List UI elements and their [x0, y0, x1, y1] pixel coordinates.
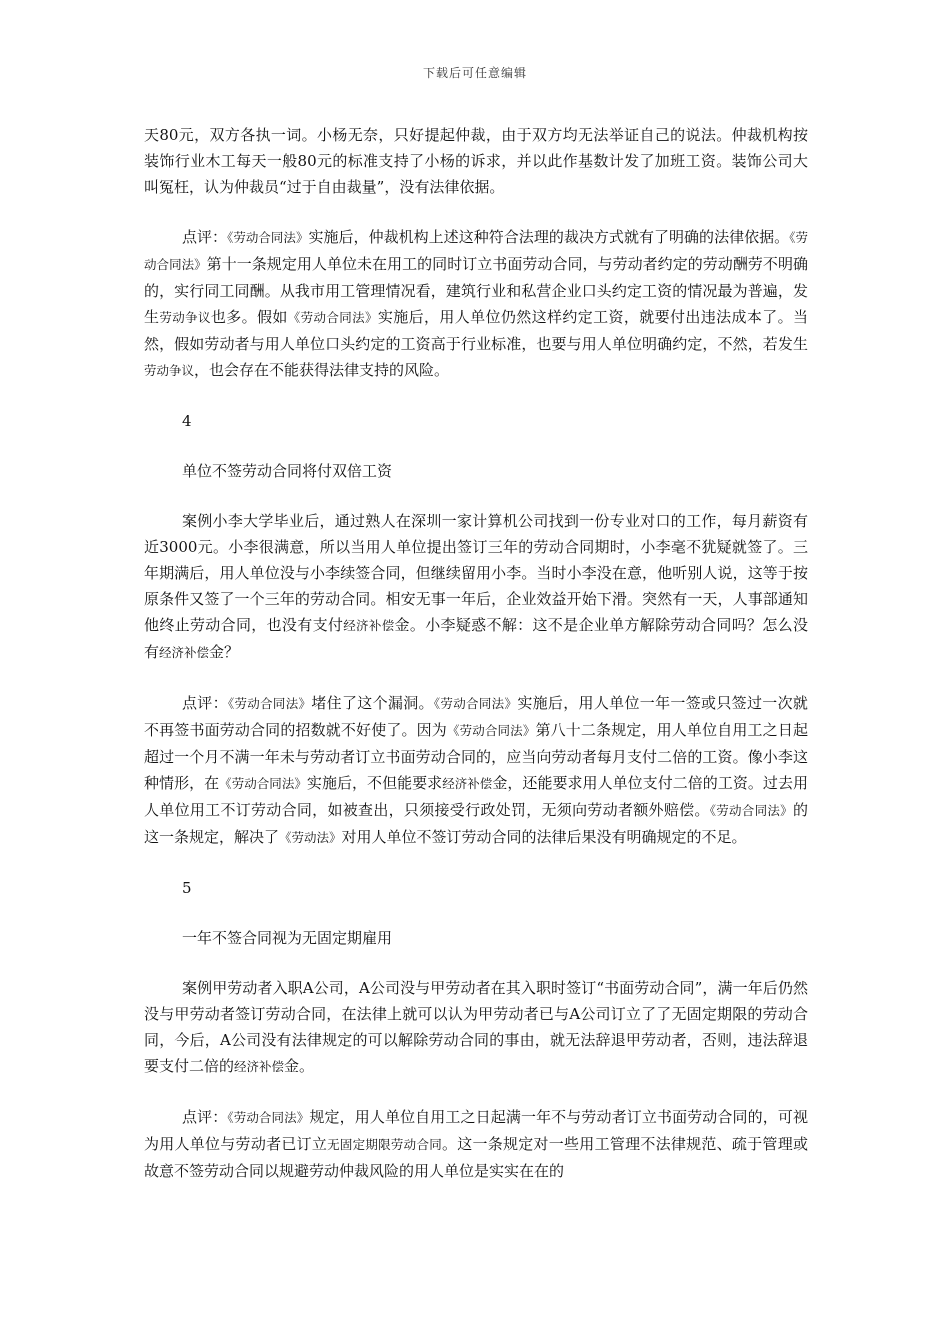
page-header: 下载后可任意编辑	[422, 66, 527, 80]
paragraph-commentary-3: 点评：《劳动合同法》实施后，仲裁机构上述这种符合法理的裁决方式就有了明确的法律依据。《劳动合同法》第十一条规定用人单位未在用工的同时订立书面劳动合同，与劳动者约定的劳动酬劳不明确的，实行同工同酬。从我市用工管理情况看，建筑行业和私营企业口头约定工资的情况最为普遍，发生劳动争议也多。假如《劳动合同法》实施后，用人单位仍然这样约定工资，就要付出违法成本了。当然，假如劳动者与用人单位口头约定的工资高于行业标准，也要与用人单位明确约定，不然，若发生劳动争议，也会存在不能获得法律支持的风险。	[144, 228, 808, 379]
paragraph-commentary-5: 点评：《劳动合同法》规定，用人单位自用工之日起满一年不与劳动者订立书面劳动合同的，可视为用人单位与劳动者已订立无固定期限劳动合同。这一条规定对一些用工管理不法律规范、疏于管理或故意不签劳动合同以规避劳动仲裁风险的用人单位是实实在在的	[144, 1108, 808, 1180]
paragraph-commentary-4: 点评：《劳动合同法》堵住了这个漏洞。《劳动合同法》实施后，用人单位一年一签或只签过一次就不再签书面劳动合同的招数就不好使了。因为《劳动合同法》第八十二条规定，用人单位自用工之日起超过一个月不满一年未与劳动者订立书面劳动合同的，应当向劳动者每月支付二倍的工资。像小李这种情形，在《劳动合同法》实施后，不但能要求经济补偿金，还能要求用人单位支付二倍的工资。过去用人单位用工不订劳动合同，如被查出，只须接受行政处罚，无须向劳动者额外赔偿。《劳动合同法》的这一条规定，解决了《劳动法》对用人单位不签订劳动合同的法律后果没有明确规定的不足。	[144, 694, 808, 846]
section-heading-5: 一年不签合同视为无固定期雇用	[182, 929, 393, 947]
paragraph-case-4: 案例小李大学毕业后，通过熟人在深圳一家计算机公司找到一份专业对口的工作，每月薪资有近3000元。小李很满意，所以当用人单位提出签订三年的劳动合同期时，小李毫不犹疑就签了。三年期满后，用人单位没与小李续签合同，但继续留用小李。当时小李没在意，他听别人说，这等于按原条件又签了一个三年的劳动合同。相安无事一年后，企业效益开始下滑。突然有一天，人事部通知他终止劳动合同，也没有支付经济补偿金。小李疑惑不解：这不是企业单方解除劳动合同吗？怎么没有经济补偿金？	[144, 512, 808, 661]
document-body	[144, 122, 808, 1208]
section-heading-4: 单位不签劳动合同将付双倍工资	[182, 462, 393, 480]
section-number-4: 4	[182, 412, 192, 430]
section-number-5: 5	[182, 879, 192, 897]
paragraph-case-continuation: 天80元，双方各执一词。小杨无奈，只好提起仲裁，由于双方均无法举证自己的说法。仲裁机构按装饰行业木工每天一般80元的标准支持了小杨的诉求，并以此作基数计发了加班工资。装饰公司大叫冤枉，认为仲裁员“过于自由裁量”，没有法律依据。	[144, 126, 808, 196]
paragraph-case-5: 案例甲劳动者入职A公司，A公司没与甲劳动者在其入职时签订“书面劳动合同”，满一年后仍然没与甲劳动者签订劳动合同，在法律上就可以认为甲劳动者已与A公司订立了了无固定期限的劳动合同，今后，A公司没有法律规定的可以解除劳动合同的事由，就无法辞退甲劳动者，否则，违法辞退要支付二倍的经济补偿金。	[144, 979, 808, 1075]
